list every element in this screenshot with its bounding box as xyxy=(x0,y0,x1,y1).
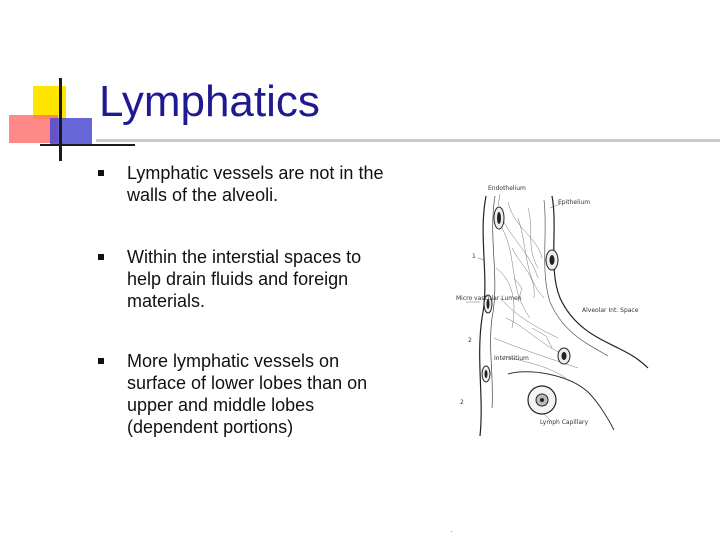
decor-vertical-line xyxy=(59,78,62,161)
label-number: 2 xyxy=(460,399,464,406)
decor-horizontal-line xyxy=(40,144,135,146)
decor-dot xyxy=(451,531,452,532)
label-alveolar-space: Alveolar Int. Space xyxy=(582,307,639,314)
bullet-text: Lymphatic vessels are not in the walls of the alveoli. xyxy=(127,163,384,205)
title-underline xyxy=(96,139,720,142)
square-bullet-icon xyxy=(98,170,104,176)
label-number: 2 xyxy=(468,337,472,344)
lymphatic-diagram xyxy=(448,178,673,438)
label-epithelium: Epithelium xyxy=(558,199,591,206)
slide-title: Lymphatics xyxy=(99,77,320,126)
label-interstitium: Interstitium xyxy=(494,355,529,362)
label-micro-vascular-lumen: Micro vascular Lumen xyxy=(456,295,522,302)
label-number: 1 xyxy=(472,253,476,260)
bullet-text: More lymphatic vessels on surface of lower lobes than on upper and middle lobes (dependent portions) xyxy=(127,351,368,437)
label-endothelium: Endothelium xyxy=(488,185,526,192)
square-bullet-icon xyxy=(98,358,104,364)
decor-blue-square xyxy=(50,118,92,146)
bullet-text: Within the interstial spaces to help drain fluids and foreign materials. xyxy=(127,247,362,311)
label-lymph-capillary: Lymph Capillary xyxy=(540,419,589,426)
square-bullet-icon xyxy=(98,254,104,260)
